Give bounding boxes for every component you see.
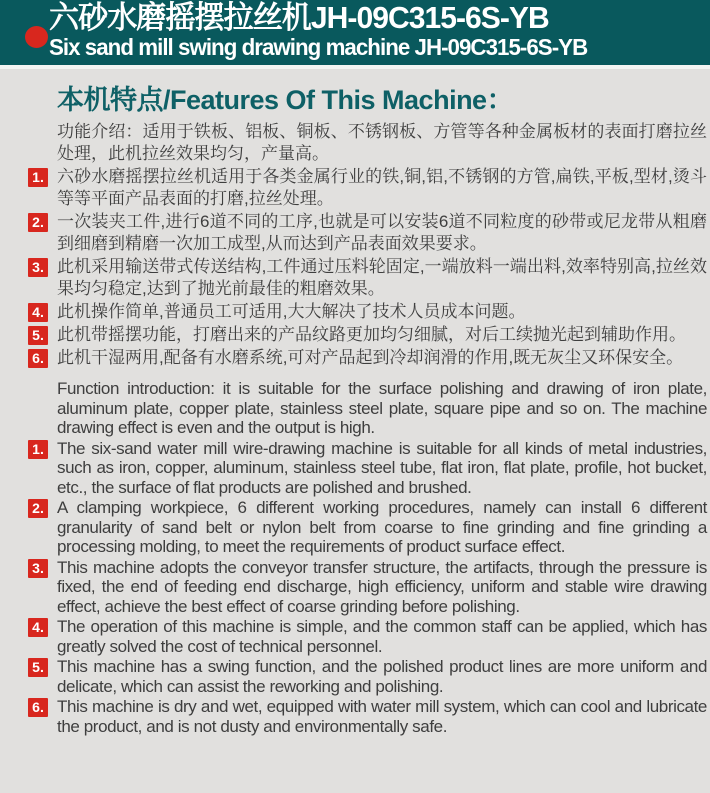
item-number-badge: 3. [28, 258, 48, 277]
item-number-badge: 2. [28, 499, 48, 518]
features-panel [0, 69, 710, 793]
product-title-en: Six sand mill swing drawing machine JH-09C315-6S-YB [49, 34, 588, 60]
feature-item-cn [32, 347, 707, 369]
feature-item-text-en: A clamping workpiece, 6 different working procedures, namely can install 6 different granularity of sand belt or nylon belt from coarse to fine grinding and fine grinding a processing molding, to meet the requirements of product surface effect. [57, 498, 707, 556]
feature-item-text-en: This machine adopts the conveyor transfer structure, the artifacts, through the pressure is fixed, the end of feeding end discharge, high efficiency, uniform and stable wire drawing effect, achieve the best effect of coarse grinding before polishing. [57, 557, 707, 616]
item-number-badge: 1. [28, 168, 48, 187]
item-number-badge: 3. [28, 559, 48, 578]
feature-item-text-cn: 此机采用输送带式传送结构,工件通过压料轮固定,一端放料一端出料,效率特别高,拉丝效果均匀稳定,达到了抛光前最佳的粗磨效果。 [57, 257, 707, 298]
feature-item-en [32, 697, 707, 736]
feature-item-text-cn: 六砂水磨摇摆拉丝机适用于各类金属行业的铁,铜,铝,不锈钢的方管,扁铁,平板,型材,烫斗等等平面产品表面的打磨,拉丝处理。 [57, 167, 707, 208]
item-number-badge: 2. [28, 213, 48, 232]
feature-item-cn [32, 166, 707, 210]
item-number-badge: 6. [28, 698, 48, 717]
item-number-badge: 5. [28, 326, 48, 345]
feature-item-text-cn: 此机操作简单,普通员工可适用,大大解决了技术人员成本问题。 [57, 302, 526, 321]
feature-item-en [32, 557, 707, 617]
feature-item-text-en: The six-sand water mill wire-drawing machine is suitable for all kinds of metal industries, such as iron, copper, aluminum, stainless steel tube, flat iron, flat plate, profile, hot bucket, etc., the surface of flat products are polished and brushed. [57, 438, 707, 497]
feature-item-text-en: This machine has a swing function, and the polished product lines are more uniform and delicate, which can assist the reworking and polishing. [57, 657, 707, 696]
feature-item-text-en: The operation of this machine is simple, and the common staff can be applied, which has greatly solved the cost of technical personnel. [57, 617, 707, 656]
feature-item-cn [32, 211, 707, 255]
section-gap [57, 370, 707, 379]
header-titles [49, 1, 604, 60]
features-heading: 本机特点/Features Of This Machine： [57, 85, 514, 115]
product-title-cn: 六砂水磨摇摆拉丝机JH-09C315-6S-YB [49, 0, 549, 35]
feature-item-cn [32, 256, 707, 300]
feature-item-text-en: This machine is dry and wet, equipped with water mill system, which can cool and lubricate the product, and is not dusty and environmentally safe. [57, 697, 707, 736]
function-intro-en: Function introduction: it is suitable for the surface polishing and drawing of iron plate, aluminum plate, copper plate, stainless steel plate, square pipe and so on. The machine drawing effect is even and the output is high. [57, 379, 707, 437]
feature-item-text-cn: 此机带摇摆功能，打磨出来的产品纹路更加均匀细腻，对后工续抛光起到辅助作用。 [57, 325, 686, 344]
item-number-badge: 6. [28, 349, 48, 368]
item-number-badge: 5. [28, 658, 48, 677]
item-number-badge: 4. [28, 303, 48, 322]
feature-item-text-cn: 一次装夹工件,进行6道不同的工序,也就是可以安装6道不同粒度的砂带或尼龙带从粗磨到细磨到精磨一次加工成型,从而达到产品表面效果要求。 [57, 212, 707, 253]
feature-item-en [32, 657, 707, 696]
feature-item-en [32, 498, 707, 557]
item-number-badge: 4. [28, 618, 48, 637]
feature-item-cn [32, 324, 707, 346]
header-band [0, 0, 710, 65]
function-intro-cn: 功能介绍：适用于铁板、铝板、铜板、不锈钢板、方管等各种金属板材的表面打磨拉丝处理，此机拉丝效果均匀，产量高。 [57, 122, 707, 163]
feature-item-text-cn: 此机干湿两用,配备有水磨系统,可对产品起到冷却润滑的作用,既无灰尘又环保安全。 [57, 348, 684, 367]
feature-item-en [32, 438, 707, 498]
features-list-cn [32, 166, 707, 369]
red-dot-icon [25, 26, 48, 48]
features-list-en [32, 438, 707, 737]
feature-item-cn [32, 301, 707, 323]
item-number-badge: 1. [28, 440, 48, 459]
feature-item-en [32, 617, 707, 656]
